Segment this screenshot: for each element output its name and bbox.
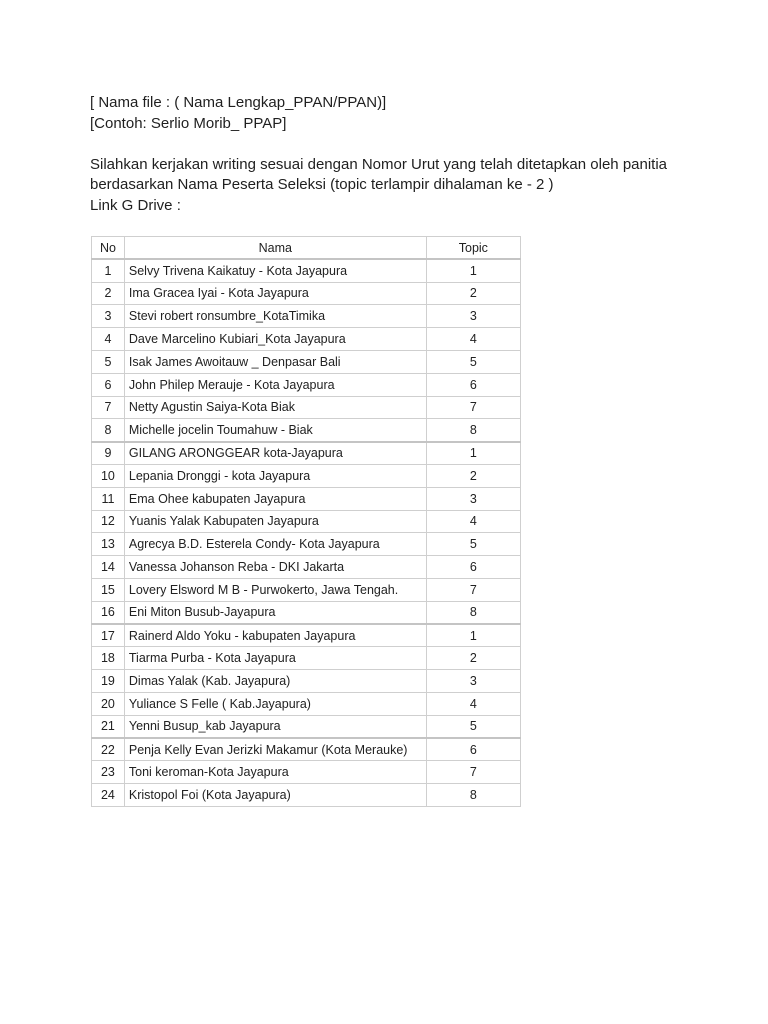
row-number: 11 <box>92 487 125 510</box>
gdrive-link-label: Link G Drive : <box>90 196 181 214</box>
row-number: 9 <box>92 442 125 465</box>
table-row <box>92 670 521 693</box>
row-number: 18 <box>92 647 125 670</box>
participant-name: Dimas Yalak (Kab. Jayapura) <box>124 670 426 693</box>
table-row <box>92 396 521 419</box>
topic-number: 3 <box>426 487 520 510</box>
topic-number: 8 <box>426 601 520 624</box>
row-number: 16 <box>92 601 125 624</box>
topic-number: 2 <box>426 464 520 487</box>
table-row <box>92 578 521 601</box>
column-header-no: No <box>92 237 125 260</box>
row-number: 2 <box>92 282 125 305</box>
row-number: 7 <box>92 396 125 419</box>
row-number: 24 <box>92 784 125 807</box>
table-row <box>92 487 521 510</box>
row-number: 8 <box>92 419 125 442</box>
topic-number: 4 <box>426 692 520 715</box>
participant-name: Agrecya B.D. Esterela Condy- Kota Jayapura <box>124 533 426 556</box>
topic-number: 5 <box>426 533 520 556</box>
table-row <box>92 305 521 328</box>
row-number: 5 <box>92 350 125 373</box>
participant-name: John Philep Merauje - Kota Jayapura <box>124 373 426 396</box>
participant-name: Yuanis Yalak Kabupaten Jayapura <box>124 510 426 533</box>
table-row <box>92 510 521 533</box>
topic-number: 1 <box>426 442 520 465</box>
topic-number: 4 <box>426 328 520 351</box>
topic-number: 7 <box>426 761 520 784</box>
topic-number: 3 <box>426 305 520 328</box>
row-number: 13 <box>92 533 125 556</box>
participant-table <box>91 236 521 807</box>
topic-number: 5 <box>426 350 520 373</box>
row-number: 19 <box>92 670 125 693</box>
participant-name: Lepania Dronggi - kota Jayapura <box>124 464 426 487</box>
participant-name: GILANG ARONGGEAR kota-Jayapura <box>124 442 426 465</box>
topic-number: 6 <box>426 373 520 396</box>
table-row <box>92 419 521 442</box>
topic-number: 8 <box>426 784 520 807</box>
table-row <box>92 533 521 556</box>
table-row <box>92 259 521 282</box>
topic-number: 5 <box>426 715 520 738</box>
participant-name: Stevi robert ronsumbre_KotaTimika <box>124 305 426 328</box>
file-name-example: [Contoh: Serlio Morib_ PPAP] <box>90 114 287 132</box>
participant-name: Lovery Elsword M B - Purwokerto, Jawa Tengah. <box>124 578 426 601</box>
table-row <box>92 715 521 738</box>
participant-name: Ima Gracea Iyai - Kota Jayapura <box>124 282 426 305</box>
participant-name: Isak James Awoitauw _ Denpasar Bali <box>124 350 426 373</box>
row-number: 1 <box>92 259 125 282</box>
table-row <box>92 601 521 624</box>
participant-name: Yenni Busup_kab Jayapura <box>124 715 426 738</box>
participant-name: Tiarma Purba - Kota Jayapura <box>124 647 426 670</box>
table-row <box>92 738 521 761</box>
topic-number: 3 <box>426 670 520 693</box>
instruction-text-1: Silahkan kerjakan writing sesuai dengan Nomor Urut yang telah ditetapkan oleh panitia <box>90 155 668 173</box>
table-row <box>92 647 521 670</box>
file-name-format: [ Nama file : ( Nama Lengkap_PPAN/PPAN)] <box>90 94 387 111</box>
participant-name: Eni Miton Busub-Jayapura <box>124 601 426 624</box>
topic-number: 2 <box>426 647 520 670</box>
topic-number: 6 <box>426 738 520 761</box>
topic-number: 1 <box>426 259 520 282</box>
table-row <box>92 373 521 396</box>
row-number: 4 <box>92 328 125 351</box>
participant-name: Vanessa Johanson Reba - DKI Jakarta <box>124 556 426 579</box>
row-number: 21 <box>92 715 125 738</box>
table-body <box>92 259 521 806</box>
table-row <box>92 556 521 579</box>
participant-name: Penja Kelly Evan Jerizki Makamur (Kota Merauke) <box>124 738 426 761</box>
topic-number: 4 <box>426 510 520 533</box>
participant-name: Ema Ohee kabupaten Jayapura <box>124 487 426 510</box>
table-row <box>92 624 521 647</box>
row-number: 14 <box>92 556 125 579</box>
participant-name: Michelle jocelin Toumahuw - Biak <box>124 419 426 442</box>
table-header-row <box>92 237 521 260</box>
table-row <box>92 761 521 784</box>
topic-number: 7 <box>426 396 520 419</box>
row-number: 12 <box>92 510 125 533</box>
row-number: 3 <box>92 305 125 328</box>
row-number: 20 <box>92 692 125 715</box>
table-row <box>92 692 521 715</box>
instruction-text-2: berdasarkan Nama Peserta Seleksi (topic terlampir dihalaman ke - 2 ) <box>90 176 554 193</box>
participant-name: Selvy Trivena Kaikatuy - Kota Jayapura <box>124 259 426 282</box>
table-row <box>92 784 521 807</box>
table-row <box>92 464 521 487</box>
column-header-topic: Topic <box>426 237 520 260</box>
participant-name: Toni keroman-Kota Jayapura <box>124 761 426 784</box>
table-row <box>92 282 521 305</box>
row-number: 23 <box>92 761 125 784</box>
participant-name: Rainerd Aldo Yoku - kabupaten Jayapura <box>124 624 426 647</box>
row-number: 17 <box>92 624 125 647</box>
topic-number: 7 <box>426 578 520 601</box>
topic-number: 8 <box>426 419 520 442</box>
topic-number: 6 <box>426 556 520 579</box>
table-row <box>92 328 521 351</box>
participant-name: Kristopol Foi (Kota Jayapura) <box>124 784 426 807</box>
topic-number: 1 <box>426 624 520 647</box>
participant-name: Netty Agustin Saiya-Kota Biak <box>124 396 426 419</box>
column-header-nama: Nama <box>124 237 426 260</box>
participant-name: Yuliance S Felle ( Kab.Jayapura) <box>124 692 426 715</box>
row-number: 6 <box>92 373 125 396</box>
table-row <box>92 350 521 373</box>
row-number: 22 <box>92 738 125 761</box>
row-number: 15 <box>92 578 125 601</box>
topic-number: 2 <box>426 282 520 305</box>
table-row <box>92 442 521 465</box>
participant-name: Dave Marcelino Kubiari_Kota Jayapura <box>124 328 426 351</box>
instructions-block <box>90 93 710 216</box>
row-number: 10 <box>92 464 125 487</box>
